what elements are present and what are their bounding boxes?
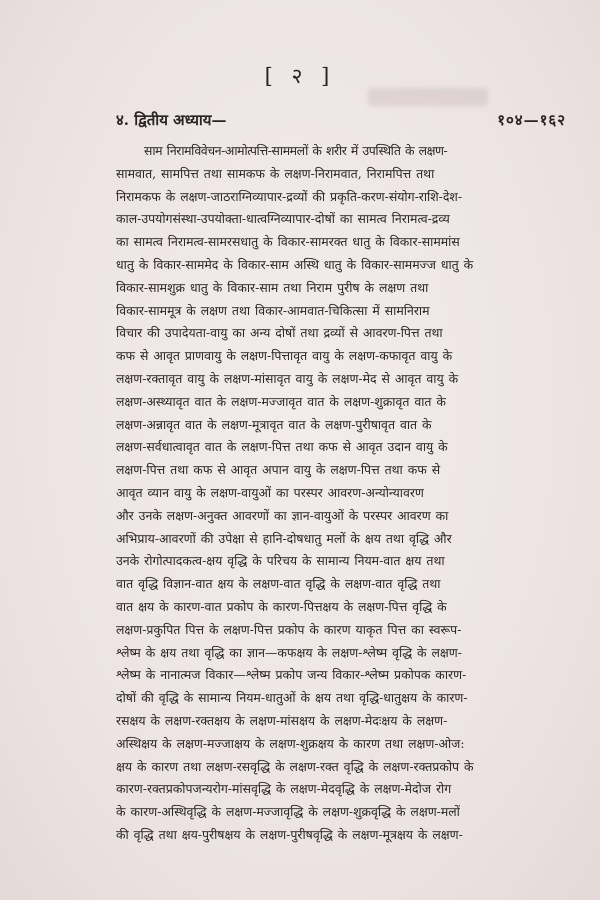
text-line: लक्षण-रक्तावृत वायु के लक्षण-मांसावृत वायु के लक्षण-मेद से आवृत वायु के xyxy=(116,370,459,386)
chapter-title: ४. द्वितीय अध्याय— xyxy=(116,111,227,129)
text-line: वात क्षय के कारण-वात प्रकोप के कारण-पित्तक्षय के लक्षण-पित्त वृद्धि के xyxy=(116,598,447,614)
text-line: श्लेष्म के नानात्मज विकार—श्लेष्म प्रकोप जन्य विकार-श्लेष्म प्रकोपक कारण- xyxy=(116,667,467,683)
text-line: दोषों की वृद्धि के सामान्य नियम-धातुओं के क्षय तथा वृद्धि-धातुक्षय के कारण- xyxy=(116,690,468,706)
text-line: की वृद्धि तथा क्षय-पुरीषक्षय के लक्षण-पुरीषवृद्धि के लक्षण-मूत्रक्षय के लक्षण- xyxy=(116,826,463,842)
contents-paragraph xyxy=(116,140,540,847)
text-line: विकार-सामशुक्र धातु के विकार-साम तथा निराम पुरीष के लक्षण तथा xyxy=(116,279,429,295)
text-line: उनके रोगोत्पादकत्व-क्षय वृद्धि के परिचय के सामान्य नियम-वात क्षय तथा xyxy=(116,553,445,569)
show-through-stain xyxy=(368,88,488,106)
text-line: लक्षण-अन्नावृत वात के लक्षण-मूत्रावृत वात के लक्षण-पुरीषावृत वात के xyxy=(116,416,432,432)
text-line: लक्षण-अस्थ्यावृत वात के लक्षण-मज्जावृत वात के लक्षण-शुक्रावृत वात के xyxy=(116,393,446,409)
text-line: श्लेष्म के क्षय तथा वृद्धि का ज्ञान—कफक्षय के लक्षण-श्लेष्म वृद्धि के लक्षण- xyxy=(116,644,462,660)
chapter-page-range: १०४—१६२ xyxy=(497,111,566,129)
text-line: काल-उपयोगसंस्था-उपयोक्ता-धात्वग्निव्यापार-दोषों का सामत्व निरामत्व-द्रव्य xyxy=(116,211,450,227)
text-line: कारण-रक्तप्रकोपजन्यरोग-मांसवृद्धि के लक्षण-मेदवृद्धि के लक्षण-मेदोज रोग xyxy=(116,781,452,797)
text-line: के कारण-अस्थिवृद्धि के लक्षण-मज्जावृद्धि के लक्षण-शुक्रवृद्धि के लक्षण-मलों xyxy=(116,804,460,820)
text-line: लक्षण-पित्त तथा कफ से आवृत अपान वायु के लक्षण-पित्त तथा कफ से xyxy=(116,462,441,478)
text-line: आवृत व्यान वायु के लक्षण-वायुओं का परस्पर आवरण-अन्योन्यावरण xyxy=(116,484,424,500)
text-line: क्षय के कारण तथा लक्षण-रसवृद्धि के लक्षण-रक्त वृद्धि के लक्षण-रक्तप्रकोप के xyxy=(116,758,474,774)
text-line: वात वृद्धि विज्ञान-वात क्षय के लक्षण-वात वृद्धि के लक्षण-वात वृद्धि तथा xyxy=(116,576,441,592)
text-line: विकार-साममूत्र के लक्षण तथा विकार-आमवात-चिकित्सा में सामनिराम xyxy=(116,302,430,318)
text-line: धातु के विकार-साममेद के विकार-साम अस्थि धातु के विकार-साममज्ज धातु के xyxy=(116,256,474,272)
text-line: का सामत्व निरामत्व-सामरसधातु के विकार-सामरक्त धातु के विकार-साममांस xyxy=(116,234,460,250)
text-line: कफ से आवृत प्राणवायु के लक्षण-पित्तावृत वायु के लक्षण-कफावृत वायु के xyxy=(116,348,453,364)
page-number: [ २ ] xyxy=(264,64,336,88)
text-line: अभिप्राय-आवरणों की उपेक्षा से हानि-दोषधातु मलों के क्षय तथा वृद्धि और xyxy=(116,530,452,546)
text-line: विचार की उपादेयता-वायु का अन्य दोषों तथा द्रव्यों से आवरण-पित्त तथा xyxy=(116,325,443,341)
text-line: लक्षण-प्रकुपित पित्त के लक्षण-पित्त प्रकोप के कारण याकृत पित्त का स्वरूप- xyxy=(116,621,462,637)
text-line: लक्षण-सर्वधात्वावृत वात के लक्षण-पित्त तथा कफ से आवृत उदान वायु के xyxy=(116,439,448,455)
text-line: अस्थिक्षय के लक्षण-मज्जाक्षय के लक्षण-शुक्रक्षय के कारण तथा लक्षण-ओज: xyxy=(116,735,465,751)
text-line: रसक्षय के लक्षण-रक्तक्षय के लक्षण-मांसक्षय के लक्षण-मेदःक्षय के लक्षण- xyxy=(116,712,448,728)
text-line: सामवात, सामपित्त तथा सामकफ के लक्षण-निरामवात, निरामपित्त तथा xyxy=(116,165,435,181)
text-line: साम निरामविवेचन-आमोत्पत्ति-साममलों के शरीर में उपस्थिति के लक्षण- xyxy=(144,143,448,158)
text-line: निरामकफ के लक्षण-जाठराग्निव्यापार-द्रव्यों की प्रकृति-करण-संयोग-राशि-देश- xyxy=(116,188,463,204)
text-line: और उनके लक्षण-अनुक्त आवरणों का ज्ञान-वायुओं के परस्पर आवरण का xyxy=(116,507,449,523)
